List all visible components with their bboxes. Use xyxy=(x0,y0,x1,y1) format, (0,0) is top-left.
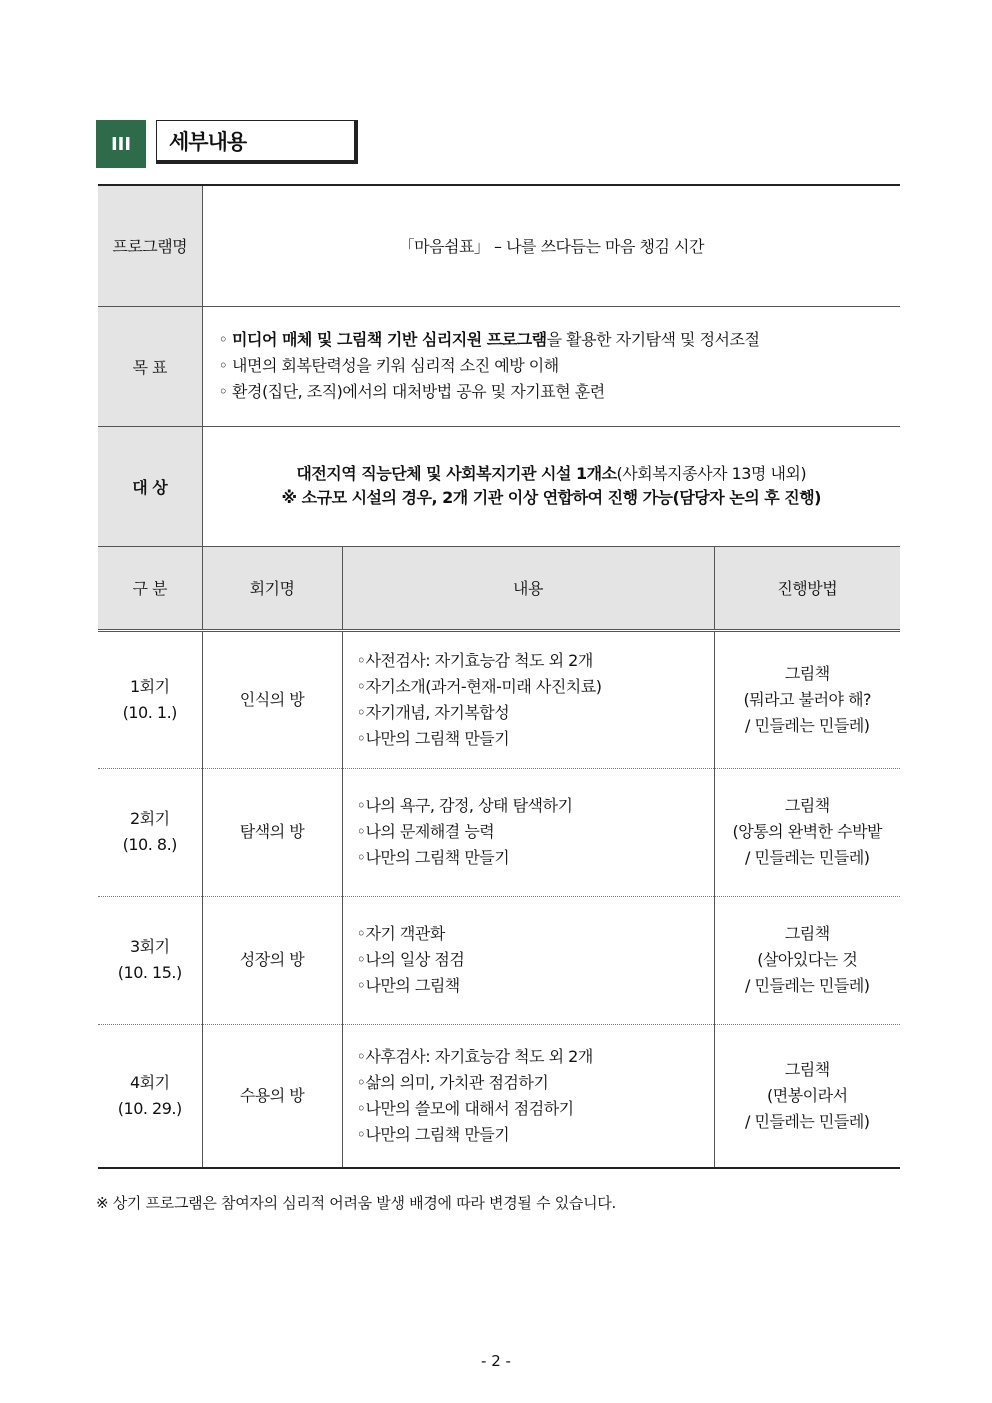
goal-item: ◦ 내면의 회복탄력성을 키워 심리적 소진 예방 이해 xyxy=(218,356,559,375)
session-number: 4회기 (10. 29.) xyxy=(98,1024,202,1168)
session-row xyxy=(98,630,900,768)
program-row xyxy=(98,185,900,306)
section-header xyxy=(96,120,368,168)
program-name: 「마음쉼표」 – 나를 쓰다듬는 마음 챙김 시간 xyxy=(202,185,900,306)
header-method: 진행방법 xyxy=(714,546,900,630)
session-row xyxy=(98,768,900,896)
session-method: 그림책 (살아있다는 것 / 민들레는 민들레) xyxy=(714,896,900,1024)
section-title: 세부내용 xyxy=(156,120,358,164)
goal-item: ◦ 미디어 매체 및 그림책 기반 심리지원 프로그램을 활용한 자기탐색 및 정서조절 xyxy=(218,330,760,349)
goal-item: ◦ 환경(집단, 조직)에서의 대처방법 공유 및 자기표현 훈련 xyxy=(218,382,605,401)
session-method: 그림책 (앙통의 완벽한 수박밭 / 민들레는 민들레) xyxy=(714,768,900,896)
program-label: 프로그램명 xyxy=(98,185,202,306)
session-content: ◦사전검사: 자기효능감 척도 외 2개 ◦자기소개(과거-현재-미래 사진치료) ◦자기개념, 자기복합성 ◦나만의 그림책 만들기 xyxy=(342,630,714,768)
detail-table xyxy=(98,184,900,1169)
header-session: 구 분 xyxy=(98,546,202,630)
session-name: 탐색의 방 xyxy=(202,768,342,896)
session-content: ◦자기 객관화 ◦나의 일상 점검 ◦나만의 그림책 xyxy=(342,896,714,1024)
session-content: ◦사후검사: 자기효능감 척도 외 2개 ◦삶의 의미, 가치관 점검하기 ◦나만의 쓸모에 대해서 점검하기 ◦나만의 그림책 만들기 xyxy=(342,1024,714,1168)
session-method: 그림책 (뭐라고 불러야 해? / 민들레는 민들레) xyxy=(714,630,900,768)
goal-row xyxy=(98,306,900,426)
footnote: ※ 상기 프로그램은 참여자의 심리적 어려움 발생 배경에 따라 변경될 수 있습니다. xyxy=(96,1194,616,1212)
section-number: III xyxy=(96,120,146,168)
target-row xyxy=(98,426,900,546)
session-number: 2회기 (10. 8.) xyxy=(98,768,202,896)
header-content: 내용 xyxy=(342,546,714,630)
session-number: 1회기 (10. 1.) xyxy=(98,630,202,768)
session-header-row xyxy=(98,546,900,630)
header-name: 회기명 xyxy=(202,546,342,630)
session-name: 수용의 방 xyxy=(202,1024,342,1168)
session-row xyxy=(98,896,900,1024)
session-name: 성장의 방 xyxy=(202,896,342,1024)
target-text: 대전지역 직능단체 및 사회복지기관 시설 1개소(사회복지종사자 13명 내외) ※ 소규모 시설의 경우, 2개 기관 이상 연합하여 진행 가능(담당자 논의 후 진행) xyxy=(202,426,900,546)
session-name: 인식의 방 xyxy=(202,630,342,768)
session-row xyxy=(98,1024,900,1168)
goal-label: 목 표 xyxy=(98,306,202,426)
session-method: 그림책 (면봉이라서 / 민들레는 민들레) xyxy=(714,1024,900,1168)
session-number: 3회기 (10. 15.) xyxy=(98,896,202,1024)
session-content: ◦나의 욕구, 감정, 상태 탐색하기 ◦나의 문제해결 능력 ◦나만의 그림책 만들기 xyxy=(342,768,714,896)
target-label: 대 상 xyxy=(98,426,202,546)
page-number: - 2 - xyxy=(481,1352,511,1370)
goal-list xyxy=(202,306,900,426)
